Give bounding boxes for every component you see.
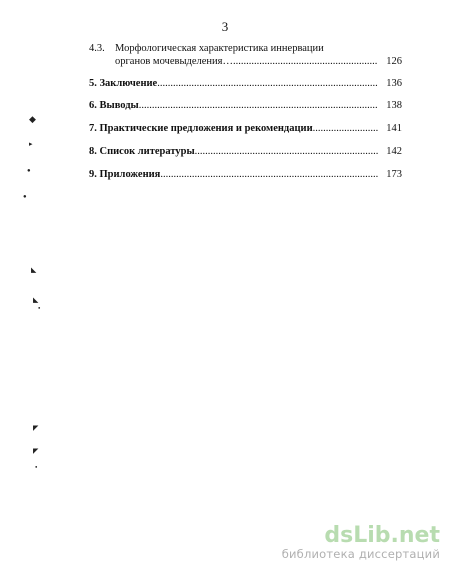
toc-entry-4-3-continued <box>115 55 402 68</box>
toc-entry-title-line1: Морфологическая характеристика иннервации <box>115 43 324 54</box>
watermark-subtitle: библиотека диссертаций <box>281 547 440 561</box>
watermark-logo: dsLib.net <box>324 523 440 548</box>
scan-mark: ◤ <box>33 424 39 432</box>
toc-entry-recommendations <box>89 122 402 135</box>
watermark <box>282 525 440 561</box>
toc-leader-dots <box>233 55 378 68</box>
scan-mark: ● <box>27 168 31 174</box>
toc-entry-label: 5. Заключение <box>89 78 158 89</box>
toc-entry-appendices <box>89 168 402 181</box>
toc-leader-dots <box>157 77 378 90</box>
toc-entry-label: 9. Приложения <box>89 169 161 180</box>
toc-entry-page: 142 <box>386 146 402 157</box>
toc-entry-page: 173 <box>386 169 402 180</box>
scan-mark: ◣ <box>33 296 39 304</box>
scan-mark: ◣ <box>31 266 37 274</box>
toc-entry-number: 4.3. <box>89 43 105 54</box>
scan-mark: ● <box>23 194 27 200</box>
scan-mark: ◆ <box>29 114 36 124</box>
toc-entry-page: 138 <box>386 100 402 111</box>
scan-mark: ● <box>38 305 41 310</box>
toc-entry-findings <box>89 99 402 112</box>
scan-mark: ◤ <box>33 447 39 455</box>
toc-leader-dots <box>160 168 378 181</box>
toc-leader-dots <box>195 145 379 158</box>
toc-leader-dots <box>139 99 378 112</box>
toc-entry-label: 6. Выводы <box>89 100 139 111</box>
toc-entry-page: 136 <box>386 78 402 89</box>
page-number: 3 <box>221 19 229 34</box>
toc-leader-dots <box>313 122 379 135</box>
toc-entry-label: 8. Список литературы <box>89 146 195 157</box>
toc-entry-4-3 <box>89 42 324 55</box>
toc-entry-page: 141 <box>386 123 402 134</box>
toc-entry-label: 7. Практические предложения и рекомендации <box>89 123 313 134</box>
toc-entry-title-line2: органов мочевыделения… <box>115 56 233 67</box>
toc-entry-page: 126 <box>386 56 402 67</box>
toc-entry-references <box>89 145 402 158</box>
toc-entry-conclusion <box>89 77 402 90</box>
scan-mark: ● <box>35 464 38 469</box>
scan-mark: ▸ <box>29 140 33 148</box>
